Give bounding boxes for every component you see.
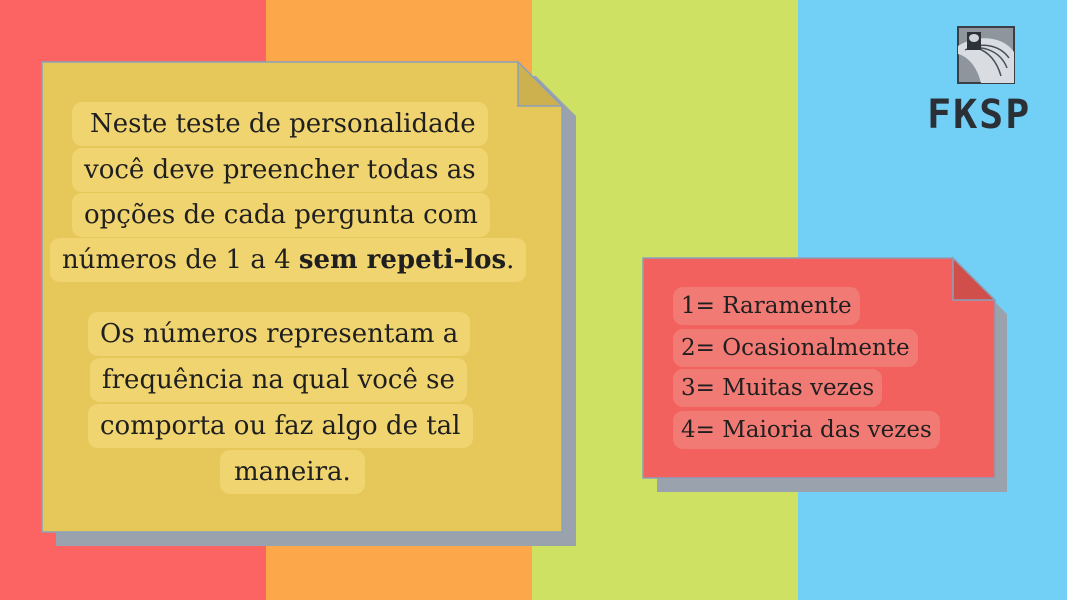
instructions-note — [42, 62, 576, 546]
explanation-line-2: frequência na qual você se — [90, 358, 467, 402]
scale-item-2: 2= Ocasionalmente — [673, 329, 918, 367]
logo-text: FKSP — [927, 92, 1032, 138]
intro-line-3: opções de cada pergunta com — [72, 193, 490, 237]
intro-line-4 — [50, 238, 526, 282]
scale-item-3: 3= Muitas vezes — [673, 369, 882, 407]
intro-line-4-text: números de 1 a 4 — [62, 245, 299, 275]
explanation-line-1: Os números representam a — [88, 312, 470, 356]
intro-line-2: você deve preencher todas as — [72, 148, 488, 192]
scale-item-4: 4= Maioria das vezes — [673, 411, 940, 449]
scale-note — [643, 258, 1009, 492]
scale-item-1: 1= Raramente — [673, 287, 860, 325]
intro-line-4-end: . — [506, 245, 515, 275]
explanation-line-3: comporta ou faz algo de tal — [88, 404, 473, 448]
explanation-line-4: maneira. — [220, 450, 365, 494]
intro-emphasis: sem repeti-los — [298, 245, 507, 275]
intro-line-1: Neste teste de personalidade — [72, 102, 488, 146]
